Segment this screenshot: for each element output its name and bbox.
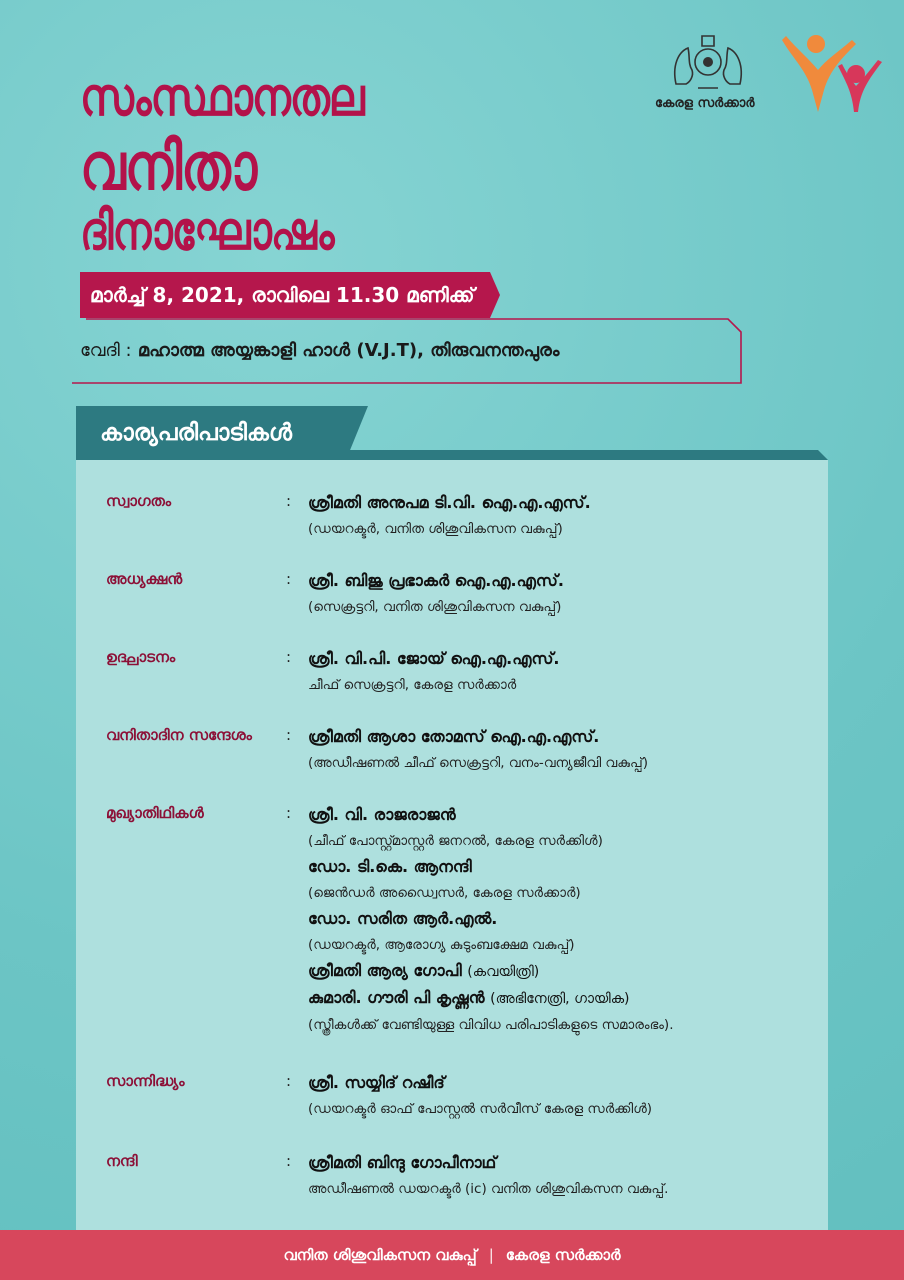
role-label: മുഖ്യാതിഥികൾ	[106, 804, 204, 822]
colon: :	[286, 804, 292, 822]
wcd-logo-icon	[778, 30, 888, 112]
person-designation: (ഡയറക്ടർ ഓഫ് പോസ്റ്റൽ സർവീസ് കേരള സർക്കിൾ)	[308, 1101, 653, 1117]
govt-label: കേരള സർക്കാർ	[655, 96, 755, 111]
role-label: ഉദ്ഘാടനം	[106, 648, 176, 666]
person-name: ശ്രീമതി ആശാ തോമസ് ഐ.എ.എസ്.	[308, 727, 600, 746]
guest-name: ശ്രീ. വി. രാജരാജൻ	[308, 805, 456, 824]
programme-heading-text: കാര്യപരിപാടികൾ	[100, 420, 292, 446]
guest-line	[308, 985, 674, 1012]
role-label: സാന്നിദ്ധ്യം	[106, 1072, 185, 1090]
person-name: ശ്രീമതി അനുപമ ടി.വി. ഐ.എ.എസ്.	[308, 493, 591, 512]
role-label: അധ്യക്ഷൻ	[106, 570, 183, 588]
footer-dept: വനിത ശിശുവികസന വകുപ്പ്	[283, 1246, 477, 1264]
guest-name: കുമാരി. ഗൗരി പി കൃഷ്ണൻ	[308, 988, 485, 1007]
person-name: ശ്രീ. സയ്യിദ് റഷീദ്	[308, 1073, 445, 1092]
person-designation: (സെക്രട്ടറി, വനിത ശിശുവികസന വകുപ്പ്)	[308, 599, 562, 615]
person-name: ശ്രീമതി ബിന്ദു ഗോപീനാഥ്	[308, 1153, 497, 1172]
person-name: ശ്രീ. വി.പി. ജോയ് ഐ.എ.എസ്.	[308, 649, 560, 668]
venue-line	[80, 340, 559, 361]
person-designation: (ഡയറക്ടർ, വനിത ശിശുവികസന വകുപ്പ്)	[308, 521, 563, 537]
date-banner	[80, 272, 490, 318]
colon: :	[286, 648, 292, 666]
colon: :	[286, 570, 292, 588]
footer-bar	[0, 1230, 904, 1280]
guest-designation: (ജെൻഡർ അഡ്വൈസർ, കേരള സർക്കാർ)	[308, 885, 581, 901]
guest-note: (അഭിനേത്രി, ഗായിക)	[490, 991, 630, 1007]
person-designation: അഡീഷണൽ ഡയറക്ടർ (ic) വനിത ശിശുവികസന വകുപ്പ്.	[308, 1181, 669, 1197]
colon: :	[286, 1152, 292, 1170]
role-label: വനിതാദിന സന്ദേശം	[106, 726, 252, 744]
date-text: മാർച്ച് 8, 2021, രാവിലെ 11.30 മണിക്ക്	[90, 283, 475, 307]
title-line-3: ദിനാഘോഷം	[80, 200, 334, 262]
footer-govt: കേരള സർക്കാർ	[505, 1246, 621, 1264]
footer-separator: |	[488, 1246, 494, 1264]
kerala-govt-emblem-icon	[668, 26, 748, 92]
guest-note: (കവയിത്രി)	[467, 964, 540, 980]
guest-designation: (ചീഫ് പോസ്റ്റ്മാസ്റ്റർ ജനറൽ, കേരള സർക്കിൾ)	[308, 833, 603, 849]
title-line-2: വനിതാ	[80, 130, 257, 205]
role-label: നന്ദി	[106, 1152, 138, 1170]
title-line-1: സംസ്ഥാനതല	[80, 66, 364, 128]
colon: :	[286, 492, 292, 510]
colon: :	[286, 1072, 292, 1090]
guest-designation: (ഡയറക്ടർ, ആരോഗ്യ കുടുംബക്ഷേമ വകുപ്പ്)	[308, 937, 575, 953]
colon: :	[286, 726, 292, 744]
venue-label: വേദി :	[80, 340, 132, 361]
guest-name: ഡോ. സരിത ആർ.എൽ.	[308, 909, 498, 928]
guest-designation: (സ്ത്രീകൾക്ക് വേണ്ടിയുള്ള വിവിധ പരിപാടികളുടെ സമാരംഭം).	[308, 1017, 674, 1033]
role-label: സ്വാഗതം	[106, 492, 172, 510]
person-designation: (അഡീഷണൽ ചീഫ് സെക്രട്ടറി, വനം-വന്യജീവി വകുപ്പ്)	[308, 755, 648, 771]
guest-line	[308, 958, 674, 985]
programme-heading	[76, 406, 346, 460]
guest-name: ശ്രീമതി ആര്യ ഗോപി	[308, 961, 462, 980]
venue-value: മഹാത്മ അയ്യങ്കാളി ഹാൾ (V.J.T), തിരുവനന്തപുരം	[137, 340, 560, 361]
person-designation: ചീഫ് സെക്രട്ടറി, കേരള സർക്കാർ	[308, 677, 517, 693]
person-name: ശ്രീ. ബിജു പ്രഭാകർ ഐ.എ.എസ്.	[308, 571, 564, 590]
guest-name: ഡോ. ടി.കെ. ആനന്ദി	[308, 857, 472, 876]
